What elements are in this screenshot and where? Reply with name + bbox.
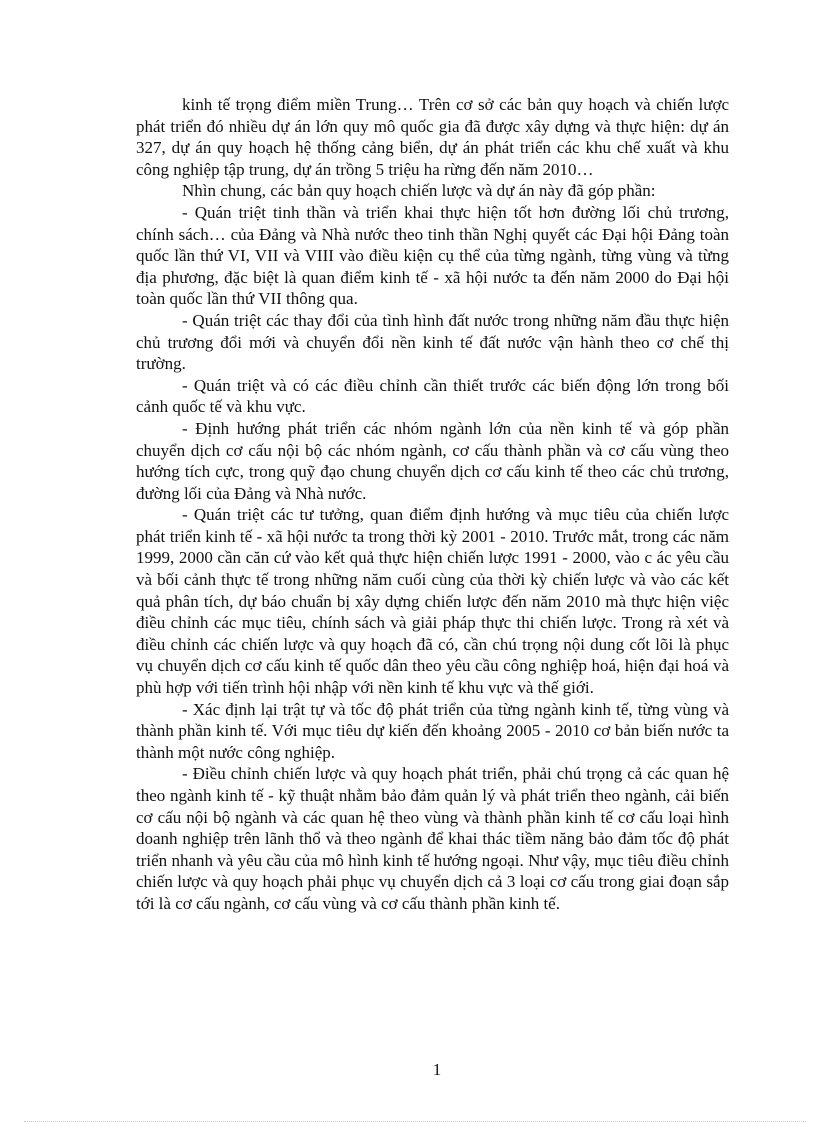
paragraph-bullet-7: - Điều chỉnh chiến lược và quy hoạch phát triển, phải chú trọng cả các quan hệ theo ngành kinh tế - kỹ thuật nhằm bảo đảm quản lý và phát triển theo ngành, cải biến cơ cấu nội bộ ngành và các quan hệ theo vùng và thành phần kinh tế cơ cấu loại hình doanh nghiệp trên lãnh thổ và theo ngành để khai thác tiềm năng bảo đảm tốc độ phát triển nhanh và yêu cầu của mô hình kinh tế hướng ngoại. Như vậy, mục tiêu điều chỉnh chiến lược và quy hoạch phải phục vụ chuyển dịch cả 3 loại cơ cấu trong giai đoạn sắp tới là cơ cấu ngành, cơ cấu vùng và cơ cấu thành phần kinh tế. [136, 764, 729, 913]
paragraph-bullet-3: - Quán triệt và có các điều chỉnh cần thiết trước các biến động lớn trong bối cảnh quốc tế và khu vực. [136, 375, 729, 417]
paragraph-bullet-1: - Quán triệt tinh thần và triển khai thực hiện tốt hơn đường lối chủ trương, chính sách… của Đảng và Nhà nước theo tinh thần Nghị quyết các Đại hội Đảng toàn quốc lần thứ VI, VII và VIII vào điều kiện cụ thể của từng ngành, từng vùng và từng địa phương, đặc biệt là quan điểm kinh tế - xã hội nước ta đến năm 2000 do Đại hội toàn quốc lần thứ VII thông qua. [136, 202, 729, 309]
paragraph-summary-lead: Nhìn chung, các bản quy hoạch chiến lược và dự án này đã góp phần: [182, 181, 656, 201]
paragraph-bullet-2: - Quán triệt các thay đổi của tình hình đất nước trong những năm đầu thực hiện chủ trương đổi mới và chuyển đổi nền kinh tế đất nước vận hành theo cơ chế thị trường. [136, 310, 729, 374]
body-text [136, 94, 729, 915]
page-number: 1 [432, 1060, 442, 1079]
paragraph-intro-continuation: kinh tế trọng điểm miền Trung… Trên cơ sở các bản quy hoạch và chiến lược phát triển đó nhiều dự án lớn quy mô quốc gia đã được xây dựng và thực hiện: dự án 327, dự án quy hoạch hệ thống cảng biển, dự án phát triển các khu chế xuất và khu công nghiệp tập trung, dự án trồng 5 triệu ha rừng đến năm 2010… [136, 95, 729, 179]
paragraph-bullet-4: - Định hướng phát triển các nhóm ngành lớn của nền kinh tế và góp phần chuyển dịch cơ cấu nội bộ các nhóm ngành, cơ cấu thành phần và cơ cấu vùng theo hướng tích cực, trong quỹ đạo chung chuyển dịch cơ cấu kinh tế theo các chủ trương, đường lối của Đảng và Nhà nước. [136, 418, 729, 503]
paragraph-bullet-5: - Quán triệt các tư tưởng, quan điểm định hướng và mục tiêu của chiến lược phát triển kinh tế - xã hội nước ta trong thời kỳ 2001 - 2010. Trước mắt, trong các năm 1999, 2000 cần căn cứ vào kết quả thực hiện chiến lược 1991 - 2000, vào c ác yêu cầu và bối cảnh thực tế trong những năm cuối cùng của thời kỳ chiến lược và vào các kết quả phân tích, dự báo chuẩn bị xây dựng chiến lược đến năm 2010 mà thực hiện việc điều chỉnh các mục tiêu, chính sách và giải pháp thực thi chiến lược. Trong rà xét và điều chỉnh các chiến lược và quy hoạch đã có, cần chú trọng nội dung cốt lõi là phục vụ chuyển dịch cơ cấu kinh tế quốc dân theo yêu cầu công nghiệp hoá, hiện đại hoá và phù hợp với tiến trình hội nhập với nền kinh tế khu vực và thế giới. [136, 505, 729, 698]
page-bottom-divider [24, 1121, 806, 1122]
paragraph-bullet-6: - Xác định lại trật tự và tốc độ phát triển của từng ngành kinh tế, từng vùng và thành phần kinh tế. Với mục tiêu dự kiến đến khoảng 2005 - 2010 cơ bản biến nước ta thành một nước công nghiệp. [136, 699, 729, 762]
